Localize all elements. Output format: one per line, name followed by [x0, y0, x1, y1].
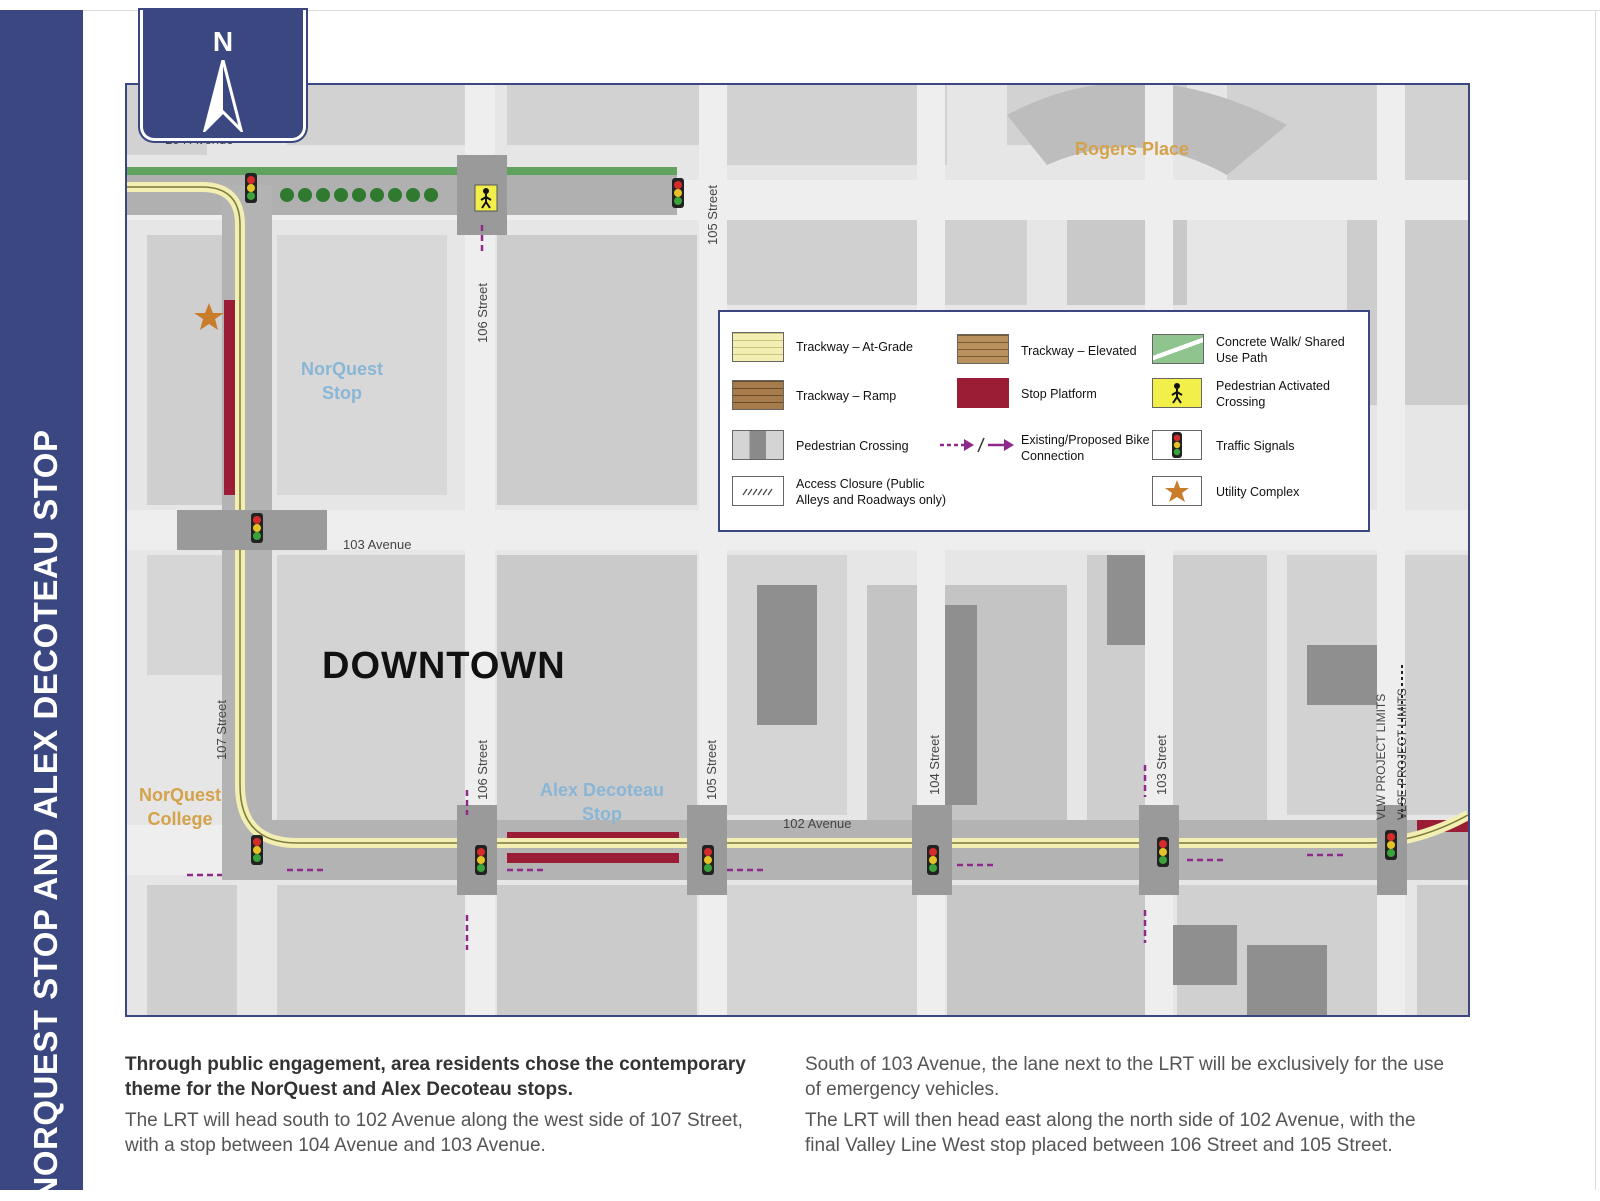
downtown-label: DOWNTOWN: [322, 645, 566, 687]
avenue-103-label: 103 Avenue: [343, 537, 412, 552]
trackway-at-grade-swatch: [732, 332, 784, 362]
traffic-signal-icon: [1152, 430, 1202, 460]
pedestrian-activated-crossing: [475, 185, 497, 211]
avenue-104-green-path: [127, 167, 677, 175]
concrete-walk-swatch: [1152, 334, 1204, 364]
legend-label: Pedestrian Crossing: [796, 439, 909, 453]
north-arrow-icon: [201, 60, 245, 132]
north-arrow-badge: [140, 10, 306, 141]
bike-connection-icon: [938, 430, 1016, 460]
map-legend: [718, 310, 1370, 532]
legend-label: Trackway – At-Grade: [796, 340, 913, 354]
legend-item-bike-connection: [938, 430, 1150, 465]
route-map: [125, 83, 1470, 1017]
trees-104: [280, 188, 438, 202]
crosswalk-swatch: [732, 430, 784, 460]
street-106-south-label: 106 Street: [475, 740, 490, 800]
norquest-stop-label: NorQuest Stop: [300, 359, 383, 403]
north-letter: N: [212, 26, 234, 57]
trackway-elevated-swatch: [957, 334, 1009, 364]
right-paragraph-2: The LRT will then head east along the north side of 102 Avenue, with the final Valley Line West stop placed between 106 Street and 105 Street.: [805, 1110, 1416, 1156]
map-graphic: [127, 85, 1468, 1015]
legend-label: Concrete Walk/ Shared Use Path: [1216, 335, 1345, 365]
legend-label: Stop Platform: [1021, 387, 1097, 401]
vlse-project-limits-label: VLSE PROJECT LIMITS: [1395, 688, 1409, 820]
right-rule: [1595, 10, 1596, 1190]
right-paragraph-1: South of 103 Avenue, the lane next to the LRT will be exclusively for the use of emergency vehicles.: [805, 1054, 1445, 1100]
stop-platform-swatch: [957, 378, 1009, 408]
street-105-south-label: 105 Street: [704, 740, 719, 800]
street-107-label: 107 Street: [214, 700, 229, 760]
street-103-label: 103 Street: [1154, 735, 1169, 795]
pedestrian-crossing-icon: [1152, 378, 1202, 408]
legend-label: Traffic Signals: [1216, 439, 1295, 453]
alex-decoteau-platform-south: [507, 853, 679, 863]
norquest-college-label: NorQuest College: [138, 785, 221, 829]
legend-label: Access Closure (Public Alleys and Roadways only): [796, 477, 947, 507]
trackway-ramp-swatch: [732, 380, 784, 410]
intro-paragraph: Through public engagement, area residents chose the contemporary theme for the NorQuest and Alex Decoteau stops.: [125, 1054, 746, 1100]
legend-label: Existing/Proposed Bike Connection: [1021, 433, 1150, 463]
star-icon: [1152, 476, 1202, 506]
legend-label: Utility Complex: [1216, 485, 1300, 499]
side-title: NORQUEST STOP AND ALEX DECOTEAU STOP: [27, 429, 64, 1201]
legend-label: Trackway – Elevated: [1021, 344, 1137, 358]
street-104-label: 104 Street: [927, 735, 942, 795]
rogers-place-label: Rogers Place: [1075, 139, 1190, 159]
top-rule: [83, 10, 1600, 11]
access-closure-swatch: [732, 476, 784, 506]
legend-label: Trackway – Ramp: [796, 389, 897, 403]
alex-decoteau-stop-label: Alex Decoteau Stop: [539, 780, 665, 824]
vlw-project-limits-label: VLW PROJECT LIMITS: [1374, 693, 1388, 820]
street-105-north-label: 105 Street: [705, 185, 720, 245]
left-body-paragraph: The LRT will head south to 102 Avenue along the west side of 107 Street, with a stop between 104 Avenue and 103 Avenue.: [125, 1110, 743, 1156]
street-106-north-label: 106 Street: [475, 283, 490, 343]
avenue-102-label: 102 Avenue: [783, 816, 852, 831]
legend-label: Pedestrian Activated Crossing: [1216, 379, 1330, 409]
